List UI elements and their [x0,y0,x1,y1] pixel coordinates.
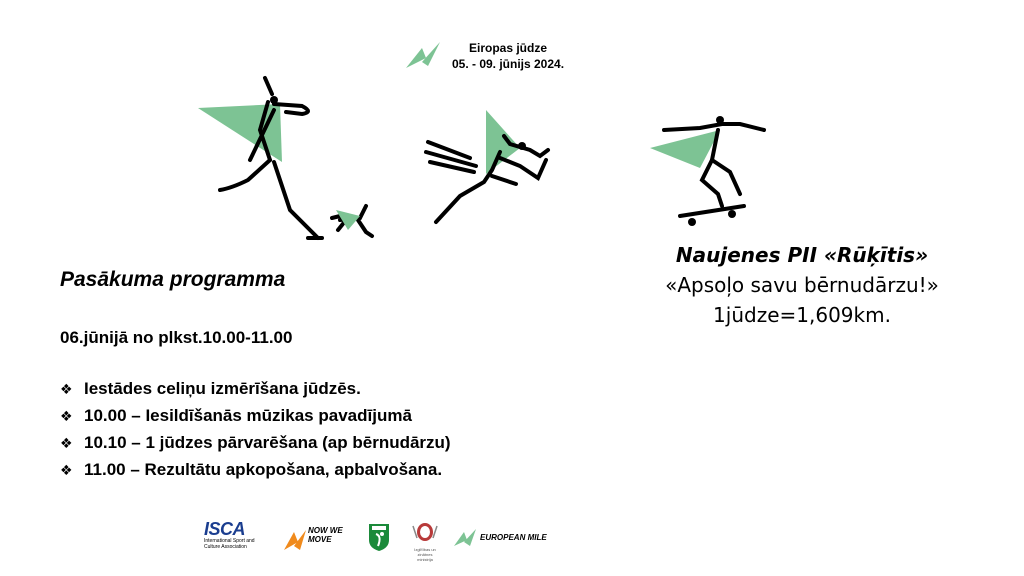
list-item [60,376,451,403]
sponsor-logos [200,518,547,562]
isca-logo-text: ISCA [204,519,246,539]
event-slogan: «Apsoļo savu bērnudārzu!» [665,273,939,297]
european-mile-footer-logo [454,528,547,548]
program-item-text: 11.00 – Rezultātu apkopošana, apbalvošana. [84,460,443,479]
now-we-move-icon [284,528,308,552]
event-header [448,40,568,72]
program-list [60,376,451,484]
bullet-icon: ❖ [60,436,73,452]
isca-subtitle: International Sport and Culture Association [204,538,255,550]
coat-of-arms-icon [410,522,440,542]
skateboarder-illustration [640,110,780,230]
program-item-text: 10.00 – Iesildīšanās mūzikas pavadījumā [84,406,412,425]
program-date: 06.jūnijā no plkst.10.00-11.00 [60,328,293,347]
event-title: Eiropas jūdze [468,41,548,55]
european-mile-icon [454,528,478,548]
european-mile-text: EUROPEAN MILE [480,533,547,542]
ministry-subtitle: Izglītības un zinātnes ministrija [414,547,436,562]
runner-illustration [420,100,560,230]
list-item [60,457,451,484]
ministry-logo [410,522,440,562]
now-we-move-text: NOW WE MOVE [308,526,343,544]
program-item-text: 10.10 – 1 jūdzes pārvarēšana (ap bērnudārzu) [84,433,451,452]
walker-with-dog-illustration [190,70,390,250]
headline-block [612,240,992,330]
isca-logo [204,520,268,560]
bullet-icon: ❖ [60,463,73,479]
program-title: Pasākuma programma [60,268,286,291]
program-item-text: Iestādes celiņu izmērīšana jūdzēs. [84,379,361,398]
lsfp-shield-icon [368,522,390,552]
kindergarten-name: Naujenes PII «Rūķītis» [675,243,929,267]
european-mile-logo-icon [404,40,442,70]
list-item [60,403,451,430]
event-dates: 05. - 09. jūnijs 2024. [451,57,565,71]
mile-definition: 1jūdze=1,609km. [713,303,891,327]
bullet-icon: ❖ [60,382,73,398]
list-item [60,430,451,457]
now-we-move-logo [284,522,348,558]
bullet-icon: ❖ [60,409,73,425]
